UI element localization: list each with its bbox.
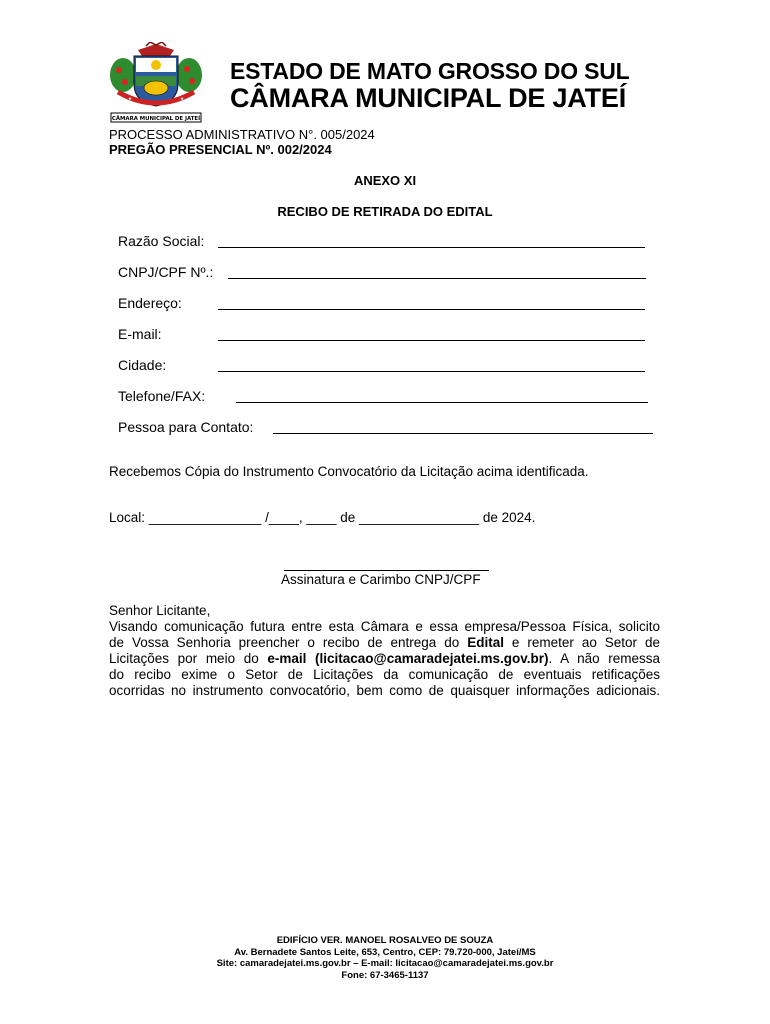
svg-text:★: ★ bbox=[128, 97, 133, 102]
cnpj-cpf-label: CNPJ/CPF Nº.: bbox=[118, 264, 214, 280]
state-heading: ESTADO DE MATO GROSSO DO SUL bbox=[230, 58, 630, 84]
letter-line-4: do recibo exime o Setor de Licitações da comunicação de eventuais retificações bbox=[109, 667, 660, 682]
signature-line bbox=[284, 570, 489, 571]
telefone-fax-line[interactable] bbox=[236, 402, 648, 403]
letter-greeting: Senhor Licitante, bbox=[109, 603, 211, 618]
receipt-statement: Recebemos Cópia do Instrumento Convocatório da Licitação acima identificada. bbox=[109, 464, 589, 479]
cidade-line[interactable] bbox=[218, 371, 645, 372]
signature-caption: Assinatura e Carimbo CNPJ/CPF bbox=[281, 572, 481, 587]
email-label: E-mail: bbox=[118, 326, 162, 342]
svg-text:★: ★ bbox=[180, 97, 185, 102]
letter-line-1: Visando comunicação futura entre esta Câmara e essa empresa/Pessoa Física, solicito bbox=[109, 619, 660, 634]
letter-line-3: Licitações por meio do e-mail (licitacao@camaradejatei.ms.gov.br). A não remessa bbox=[109, 651, 660, 666]
razao-social-line[interactable] bbox=[218, 247, 645, 248]
instruction-paragraph bbox=[109, 603, 660, 699]
footer-site-email: Site: camaradejatei.ms.gov.br – E-mail: licitacao@camaradejatei.ms.gov.br bbox=[216, 958, 554, 969]
footer-building: EDIFÍCIO VER. MANOEL ROSALVEO DE SOUZA bbox=[276, 935, 494, 946]
camara-heading: CÂMARA MUNICIPAL DE JATEÍ bbox=[230, 83, 627, 113]
recibo-title: RECIBO DE RETIRADA DO EDITAL bbox=[277, 204, 493, 219]
endereco-label: Endereço: bbox=[118, 295, 182, 311]
pregao-number: PREGÃO PRESENCIAL Nº. 002/2024 bbox=[109, 142, 332, 157]
razao-social-label: Razão Social: bbox=[118, 233, 205, 249]
endereco-line[interactable] bbox=[218, 309, 645, 310]
coat-of-arms-logo bbox=[108, 42, 204, 124]
pessoa-contato-line[interactable] bbox=[273, 433, 653, 434]
cidade-label: Cidade: bbox=[118, 357, 167, 373]
footer bbox=[0, 935, 770, 981]
anexo-title: ANEXO XI bbox=[353, 173, 417, 188]
edital-emphasis: Edital bbox=[467, 635, 504, 650]
telefone-fax-label: Telefone/FAX: bbox=[118, 388, 206, 404]
email-line[interactable] bbox=[218, 340, 645, 341]
logo-banner-text: CÂMARA MUNICIPAL DE JATEÍ bbox=[111, 116, 201, 122]
process-number: PROCESSO ADMINISTRATIVO N°. 005/2024 bbox=[109, 127, 375, 142]
cnpj-cpf-line[interactable] bbox=[228, 278, 646, 279]
email-emphasis: e-mail (licitacao@camaradejatei.ms.gov.br) bbox=[267, 651, 549, 666]
footer-address: Av. Bernadete Santos Leite, 653, Centro, CEP: 79.720-000, Jateí/MS bbox=[234, 946, 536, 958]
letter-line-2: de Vossa Senhoria preencher o recibo de entrega do Edital e remeter ao Setor de bbox=[109, 635, 660, 650]
footer-phone: Fone: 67-3465-1137 bbox=[341, 969, 429, 981]
local-date-line: Local: _______________ /____, ____ de ________________ de 2024. bbox=[109, 510, 536, 525]
letter-line-5: ocorridas no instrumento convocatório, bem como de quaisquer informações adicionais. bbox=[109, 683, 660, 698]
pessoa-contato-label: Pessoa para Contato: bbox=[118, 419, 254, 435]
